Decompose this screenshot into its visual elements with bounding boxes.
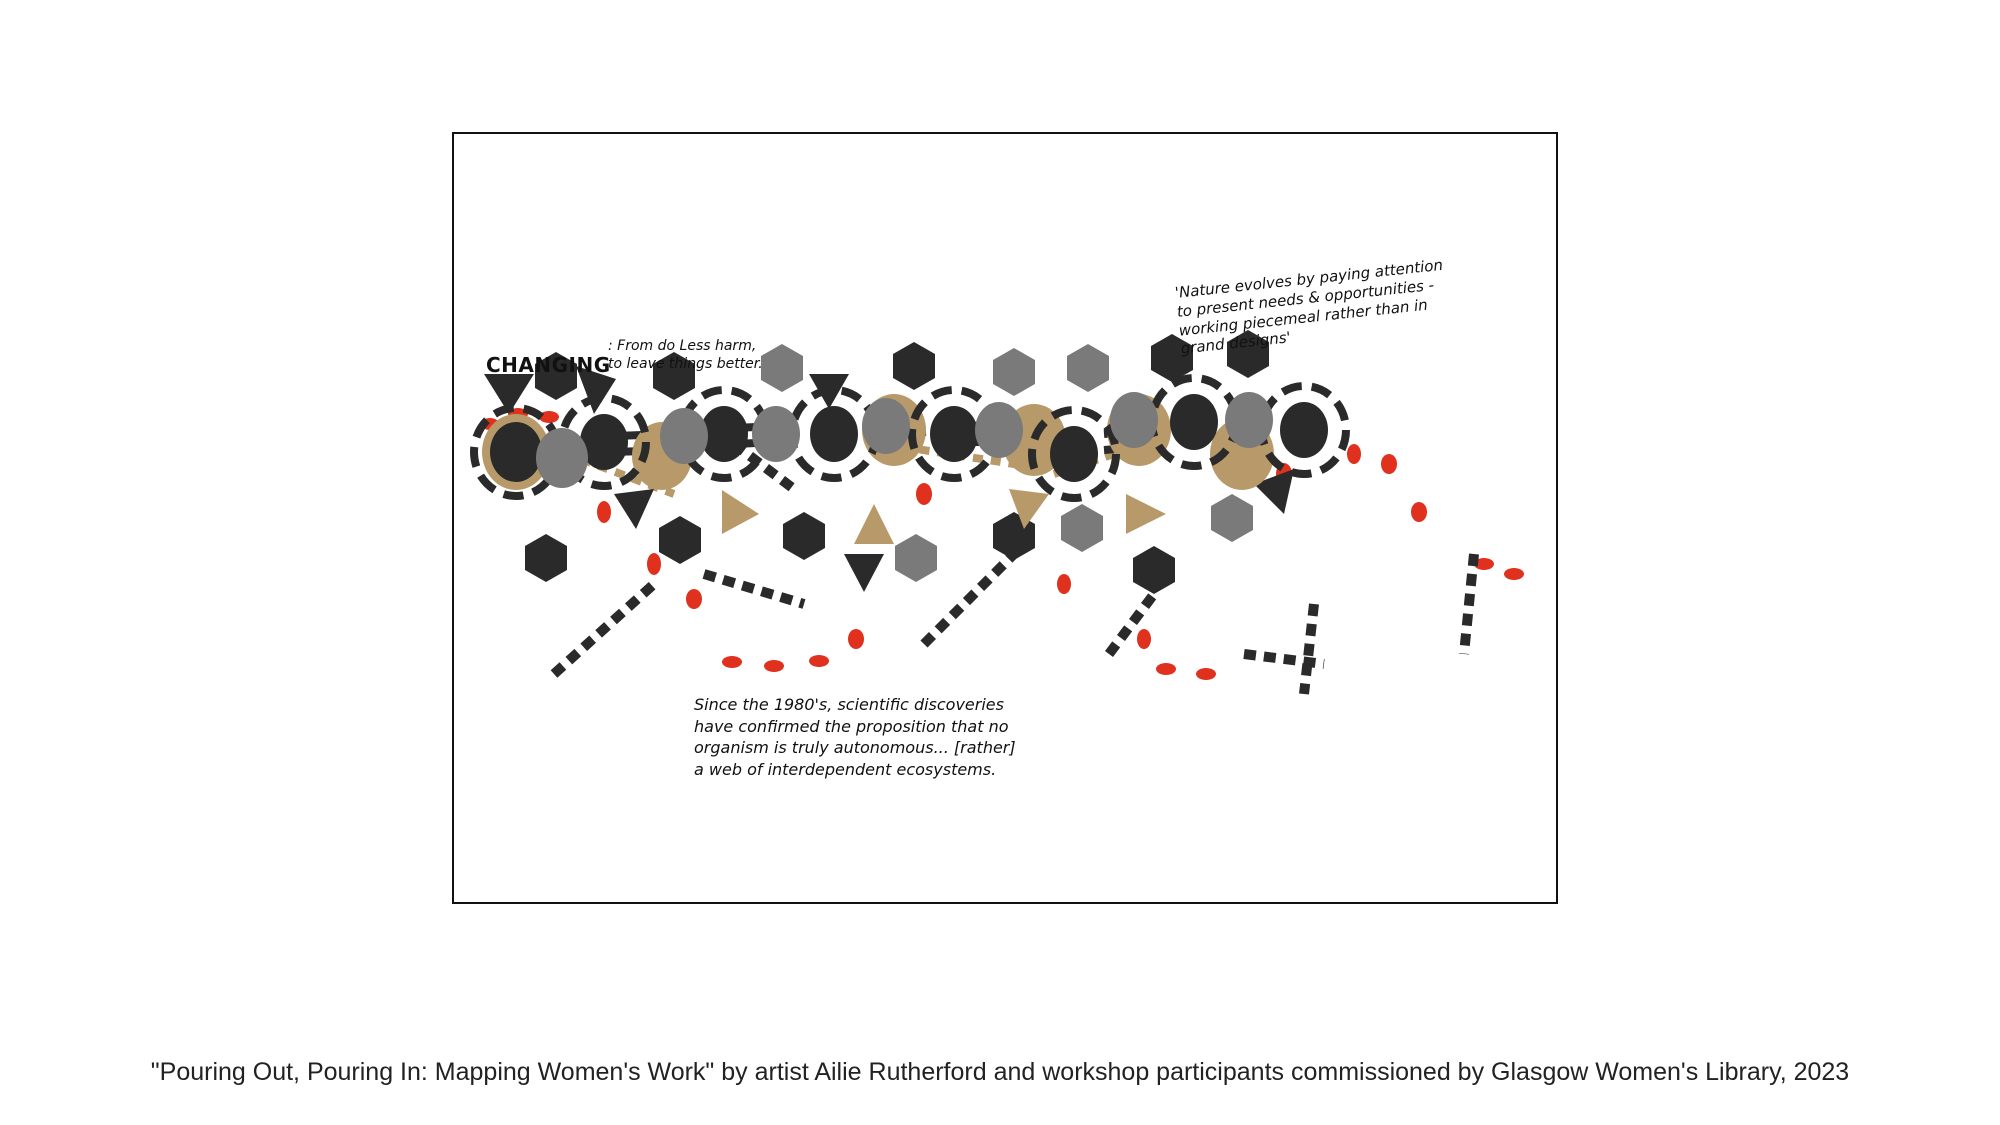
artwork-illustration (454, 134, 1556, 902)
artwork-image (452, 132, 1558, 904)
changing-note-heading: CHANGING (486, 352, 611, 377)
nature-quote: 'Nature evolves by paying attention to present needs & opportunities - working piecemeal rather than in grand designs' (1174, 255, 1444, 358)
changing-note (486, 334, 763, 397)
image-caption: "Pouring Out, Pouring In: Mapping Women's Work" by artist Ailie Rutherford and workshop participants commissioned by Glasgow Women's Library, 2023 (150, 1058, 1850, 1086)
science-quote: Since the 1980's, scientific discoveries have confirmed the proposition that no organism is truly autonomous... [rather] a web of interdependent ecosystems. (694, 695, 1016, 779)
changing-note-text: : From do Less harm, to leave things better. (608, 338, 763, 372)
